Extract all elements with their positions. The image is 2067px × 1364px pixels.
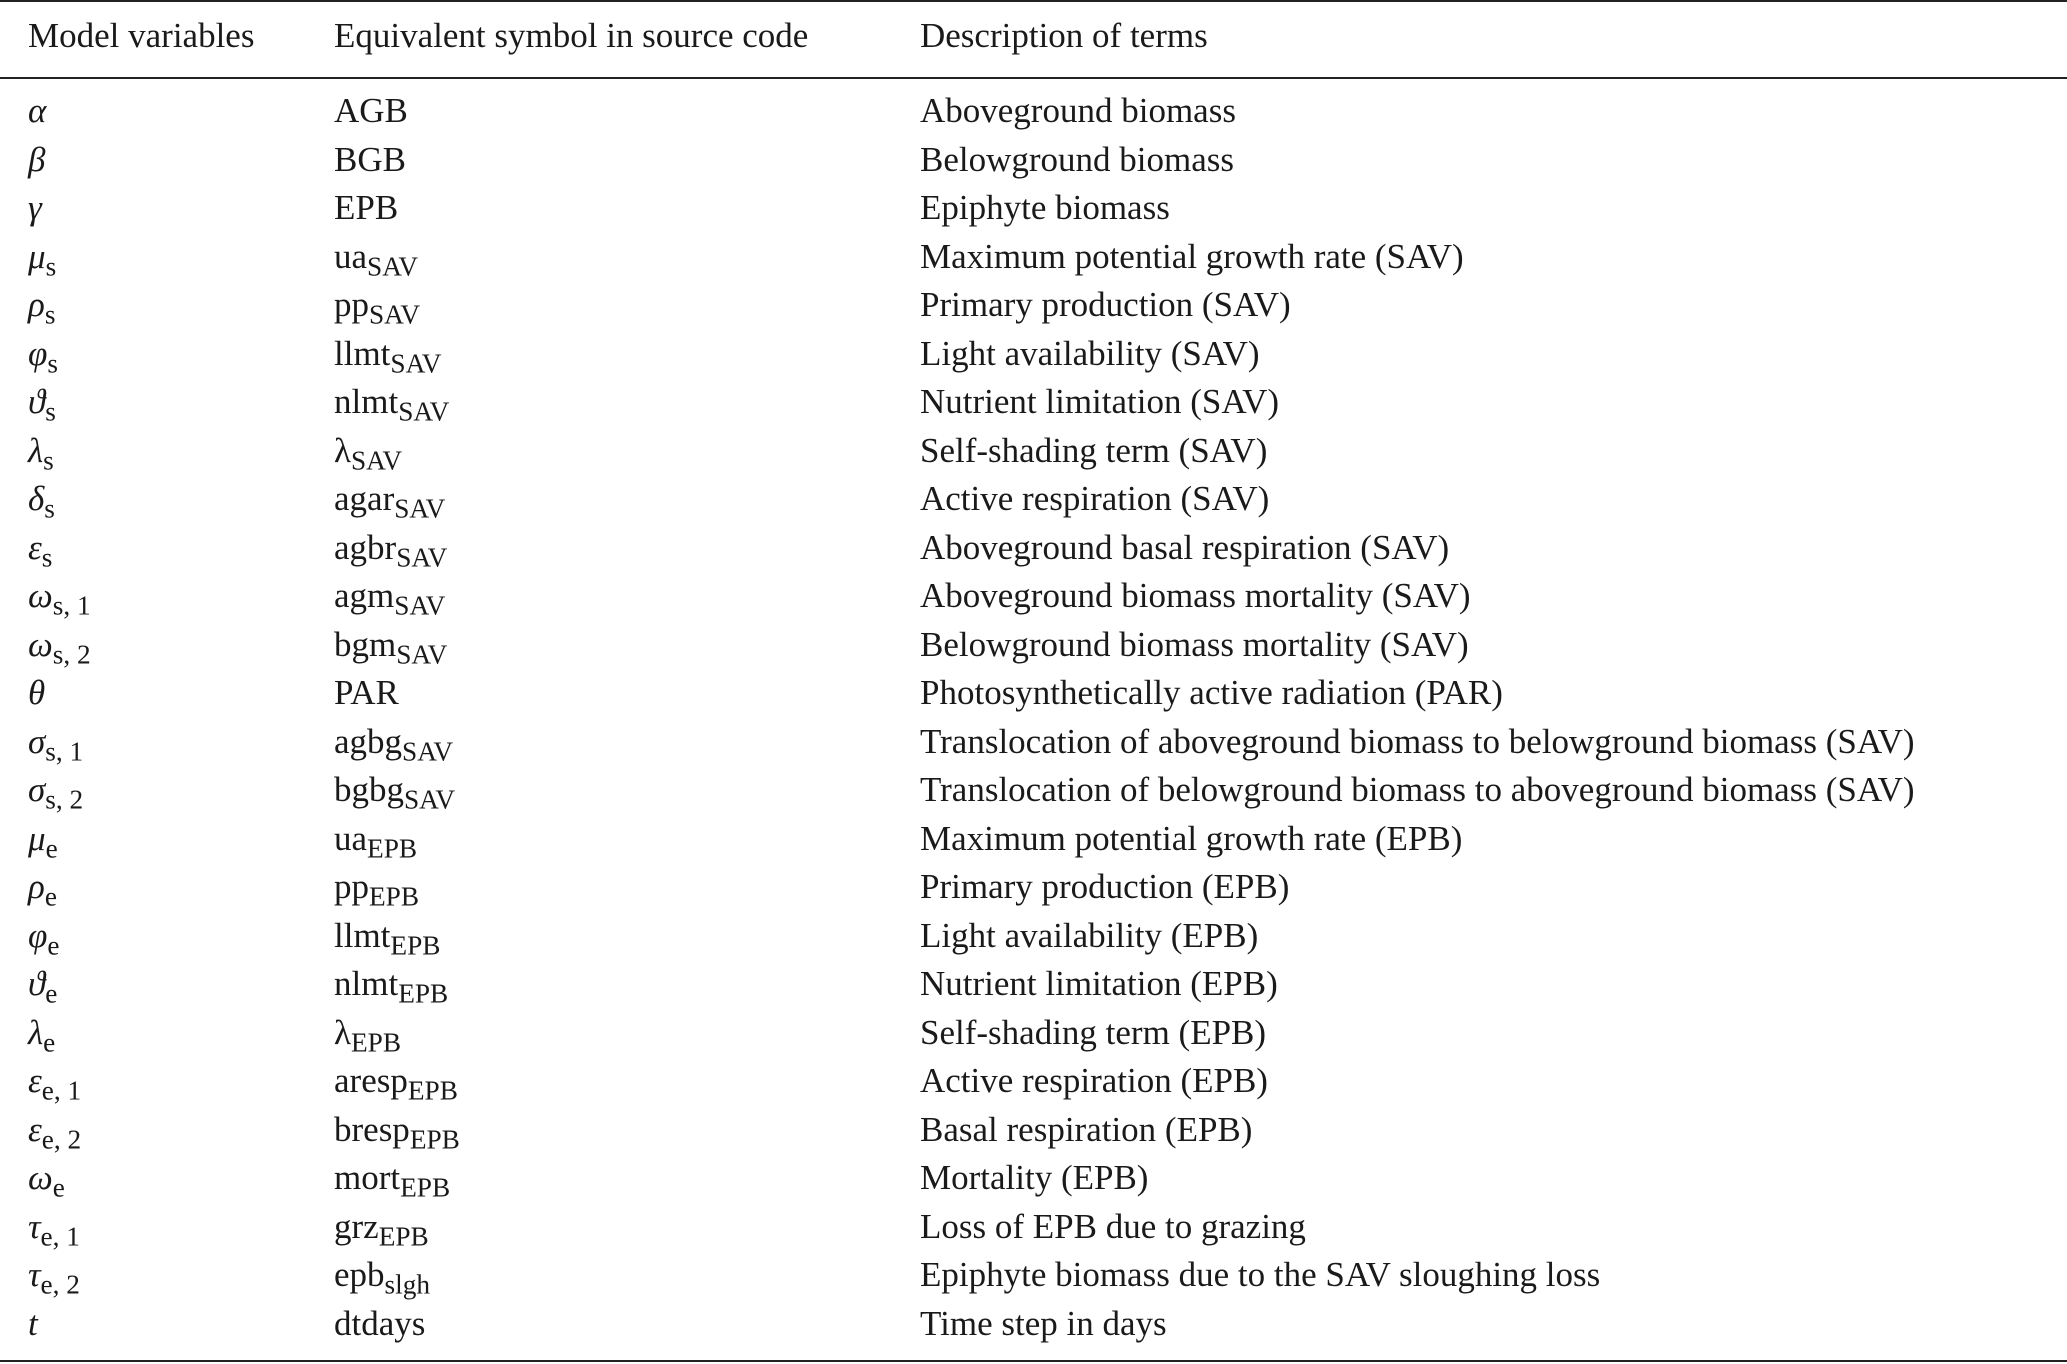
model-variable <box>28 912 60 960</box>
term-description: Aboveground basal respiration (SAV) <box>920 527 1450 567</box>
variable-subscript: s <box>47 348 58 379</box>
term-description: Self-shading term (SAV) <box>920 430 1268 470</box>
source-symbol <box>334 1106 460 1154</box>
variable-symbol: τ <box>28 1206 41 1246</box>
source-symbol <box>334 427 402 475</box>
table-row <box>0 863 2067 911</box>
table-row <box>0 766 2067 814</box>
top-rule <box>0 0 2067 2</box>
variable-subscript: e, 1 <box>41 1075 82 1106</box>
source-symbol-base: BGB <box>334 139 406 179</box>
variable-subscript: s <box>41 542 53 573</box>
term-description: Primary production (SAV) <box>920 285 1291 324</box>
bottom-rule <box>0 1360 2067 1362</box>
source-symbol-subscript: SAV <box>367 251 419 282</box>
model-variable <box>28 815 58 863</box>
term-description: Belowground biomass mortality (SAV) <box>920 624 1469 664</box>
term-description: Translocation of aboveground biomass to belowground biomass (SAV) <box>920 721 1915 761</box>
model-variable <box>28 718 83 766</box>
source-symbol-subscript: SAV <box>394 493 446 524</box>
model-variable <box>28 136 45 184</box>
table-row <box>0 960 2067 1008</box>
model-variable <box>28 1300 38 1348</box>
header-rule <box>0 77 2067 79</box>
table-row <box>0 572 2067 620</box>
variable-symbol: ε <box>28 527 42 567</box>
source-symbol <box>334 1154 450 1202</box>
source-symbol-subscript: slgh <box>384 1269 431 1300</box>
source-symbol <box>334 863 419 911</box>
source-symbol <box>334 572 445 620</box>
term-description: Nutrient limitation (SAV) <box>920 382 1280 421</box>
variable-subscript: e <box>45 833 58 864</box>
table-header-row <box>0 12 2067 60</box>
variable-symbol: ε <box>28 1061 42 1100</box>
source-symbol-base: λ <box>334 430 351 470</box>
source-symbol <box>334 1251 430 1299</box>
model-variable <box>28 233 56 281</box>
table-row <box>0 427 2067 475</box>
source-symbol <box>334 912 440 960</box>
source-symbol <box>334 524 447 572</box>
model-variable <box>28 1106 81 1154</box>
term-description: Photosynthetically active radiation (PAR) <box>920 673 1503 712</box>
table-row <box>0 1009 2067 1057</box>
variable-subscript: e <box>52 1172 65 1203</box>
source-symbol-base: bgm <box>334 624 397 664</box>
variable-subscript: e, 2 <box>41 1124 82 1155</box>
term-description: Loss of EPB due to grazing <box>920 1206 1306 1246</box>
variable-subscript: e <box>43 1027 56 1058</box>
table-row <box>0 233 2067 281</box>
source-symbol-subscript: SAV <box>396 542 448 573</box>
term-description: Translocation of belowground biomass to aboveground biomass (SAV) <box>920 770 1915 809</box>
table-row <box>0 1300 2067 1348</box>
source-symbol-base: bgbg <box>334 770 404 809</box>
source-symbol-subscript: SAV <box>396 639 448 670</box>
variable-subscript: e <box>44 881 57 912</box>
model-variable <box>28 766 83 814</box>
source-symbol-subscript: EPB <box>369 881 420 912</box>
variable-symbol: γ <box>28 188 42 227</box>
source-symbol-base: mort <box>334 1158 401 1197</box>
variable-symbol: ϑ <box>28 964 46 1003</box>
variable-symbol: τ <box>28 1255 41 1294</box>
source-symbol-base: λ <box>334 1012 351 1052</box>
source-symbol <box>334 87 408 135</box>
variable-symbol: ω <box>28 624 53 664</box>
header-model-variables: Model variables <box>28 16 255 55</box>
term-description: Aboveground biomass <box>920 91 1236 130</box>
variable-subscript: s, 1 <box>45 736 84 767</box>
variable-symbol: ρ <box>28 285 45 324</box>
source-symbol <box>334 960 448 1008</box>
variable-symbol: t <box>28 1303 38 1343</box>
table-row <box>0 184 2067 232</box>
term-description: Aboveground biomass mortality (SAV) <box>920 576 1471 615</box>
source-symbol <box>334 815 417 863</box>
source-symbol <box>334 330 442 378</box>
variable-subscript: e, 2 <box>40 1269 80 1300</box>
table-row <box>0 1203 2067 1251</box>
table-row <box>0 912 2067 960</box>
variable-symbol: μ <box>28 818 46 858</box>
source-symbol-base: llmt <box>334 915 391 955</box>
variable-subscript: e <box>47 930 60 961</box>
variable-symbol: σ <box>28 721 46 761</box>
source-symbol-base: pp <box>334 285 369 324</box>
source-symbol <box>334 378 449 426</box>
variable-symbol: β <box>28 139 46 179</box>
source-symbol <box>334 621 447 669</box>
source-symbol-subscript: EPB <box>400 1172 451 1203</box>
table-row <box>0 669 2067 717</box>
source-symbol <box>334 1009 401 1057</box>
variable-symbol: λ <box>28 430 44 470</box>
model-variable <box>28 524 52 572</box>
source-symbol-base: AGB <box>334 91 408 130</box>
source-symbol-base: agbr <box>334 527 397 567</box>
term-description: Self-shading term (EPB) <box>920 1012 1267 1052</box>
term-description: Belowground biomass <box>920 139 1235 179</box>
source-symbol <box>334 1203 429 1251</box>
source-symbol-base: bresp <box>334 1109 410 1149</box>
source-symbol-base: agbg <box>334 721 403 761</box>
term-description: Mortality (EPB) <box>920 1158 1149 1197</box>
source-symbol-subscript: EPB <box>367 833 418 864</box>
source-symbol <box>334 136 406 184</box>
variable-subscript: e, 1 <box>40 1221 80 1252</box>
model-variable <box>28 184 42 232</box>
variable-symbol: σ <box>28 770 46 809</box>
variable-symbol: μ <box>28 236 46 276</box>
variable-subscript: s <box>45 396 56 427</box>
variable-subscript: e <box>45 978 58 1009</box>
model-variable <box>28 669 45 717</box>
source-symbol-base: agm <box>334 576 395 615</box>
source-symbol-subscript: SAV <box>404 784 456 815</box>
source-symbol <box>334 475 445 523</box>
source-symbol-subscript: EPB <box>390 930 441 961</box>
model-variable <box>28 427 54 475</box>
source-symbol-base: EPB <box>334 188 399 227</box>
model-variable <box>28 87 46 135</box>
source-symbol-base: ua <box>334 236 368 276</box>
variable-symbol: ϑ <box>28 382 46 421</box>
header-description: Description of terms <box>920 16 1208 55</box>
term-description: Time step in days <box>920 1303 1167 1343</box>
source-symbol-subscript: EPB <box>350 1027 402 1058</box>
source-symbol-base: pp <box>334 867 369 906</box>
source-symbol-subscript: SAV <box>398 396 450 427</box>
source-symbol-base: aresp <box>334 1061 408 1100</box>
model-variable <box>28 621 91 669</box>
table-row <box>0 1106 2067 1154</box>
variable-symbol: θ <box>28 673 46 712</box>
term-description: Basal respiration (EPB) <box>920 1109 1253 1149</box>
variable-symbol: δ <box>28 479 45 518</box>
source-symbol-base: agar <box>334 479 395 518</box>
source-symbol-base: dtdays <box>334 1303 426 1343</box>
model-variable <box>28 1203 80 1251</box>
header-source-symbol: Equivalent symbol in source code <box>334 16 809 55</box>
source-symbol-base: nlmt <box>334 382 399 421</box>
source-symbol <box>334 1057 458 1105</box>
term-description: Maximum potential growth rate (EPB) <box>920 818 1463 858</box>
source-symbol-subscript: EPB <box>409 1124 460 1155</box>
model-variable <box>28 475 55 523</box>
table-row <box>0 815 2067 863</box>
source-symbol-subscript: SAV <box>402 736 454 767</box>
source-symbol-subscript: SAV <box>350 445 403 476</box>
term-description: Epiphyte biomass <box>920 188 1170 227</box>
model-variable <box>28 572 91 620</box>
table-row <box>0 281 2067 329</box>
source-symbol-subscript: SAV <box>390 348 442 379</box>
source-symbol-base: nlmt <box>334 964 399 1003</box>
source-symbol <box>334 233 418 281</box>
variable-symbol: ε <box>28 1109 42 1149</box>
table-row <box>0 330 2067 378</box>
term-description: Epiphyte biomass due to the SAV sloughing loss <box>920 1255 1601 1294</box>
variable-symbol: φ <box>28 333 48 373</box>
table-row <box>0 1057 2067 1105</box>
table-row <box>0 621 2067 669</box>
variable-symbol: ω <box>28 576 53 615</box>
term-description: Nutrient limitation (EPB) <box>920 964 1278 1003</box>
source-symbol-base: llmt <box>334 333 391 373</box>
source-symbol <box>334 1300 425 1348</box>
table-row <box>0 1154 2067 1202</box>
model-variable <box>28 1154 65 1202</box>
source-symbol-base: grz <box>334 1206 379 1246</box>
variable-subscript: s, 1 <box>52 590 91 621</box>
table-row <box>0 87 2067 135</box>
variable-subscript: s, 2 <box>45 784 84 815</box>
table-row <box>0 524 2067 572</box>
source-symbol <box>334 281 420 329</box>
variable-symbol: λ <box>28 1012 44 1052</box>
model-variable <box>28 863 57 911</box>
source-symbol <box>334 766 455 814</box>
source-symbol <box>334 718 453 766</box>
model-variable <box>28 1251 80 1299</box>
variable-subscript: s <box>44 299 56 330</box>
source-symbol <box>334 184 398 232</box>
variable-subscript: s, 2 <box>52 639 91 670</box>
variable-subscript: s <box>43 445 54 476</box>
table-row <box>0 378 2067 426</box>
term-description: Active respiration (EPB) <box>920 1061 1268 1100</box>
term-description: Light availability (EPB) <box>920 915 1259 955</box>
variable-symbol: ω <box>28 1158 53 1197</box>
source-symbol-base: PAR <box>334 673 399 712</box>
source-symbol <box>334 669 399 717</box>
term-description: Light availability (SAV) <box>920 333 1260 373</box>
source-symbol-base: epb <box>334 1255 385 1294</box>
source-symbol-subscript: EPB <box>378 1221 429 1252</box>
model-variable <box>28 330 58 378</box>
table-row <box>0 718 2067 766</box>
variable-symbol: α <box>28 91 47 130</box>
variable-subscript: s <box>45 251 57 282</box>
table-row <box>0 1251 2067 1299</box>
term-description: Active respiration (SAV) <box>920 479 1270 518</box>
term-description: Maximum potential growth rate (SAV) <box>920 236 1464 276</box>
source-symbol-subscript: EPB <box>398 978 449 1009</box>
source-symbol-subscript: EPB <box>407 1075 458 1106</box>
source-symbol-subscript: SAV <box>369 299 421 330</box>
model-variable <box>28 1009 55 1057</box>
term-description: Primary production (EPB) <box>920 867 1290 906</box>
model-variable <box>28 1057 81 1105</box>
model-variable <box>28 281 55 329</box>
variable-subscript: s <box>44 493 55 524</box>
model-variable <box>28 960 57 1008</box>
source-symbol-subscript: SAV <box>394 590 446 621</box>
table-row <box>0 475 2067 523</box>
source-symbol-base: ua <box>334 818 368 858</box>
variable-symbol: ρ <box>28 867 45 906</box>
variable-symbol: φ <box>28 915 48 955</box>
model-variable <box>28 378 56 426</box>
table-row <box>0 136 2067 184</box>
